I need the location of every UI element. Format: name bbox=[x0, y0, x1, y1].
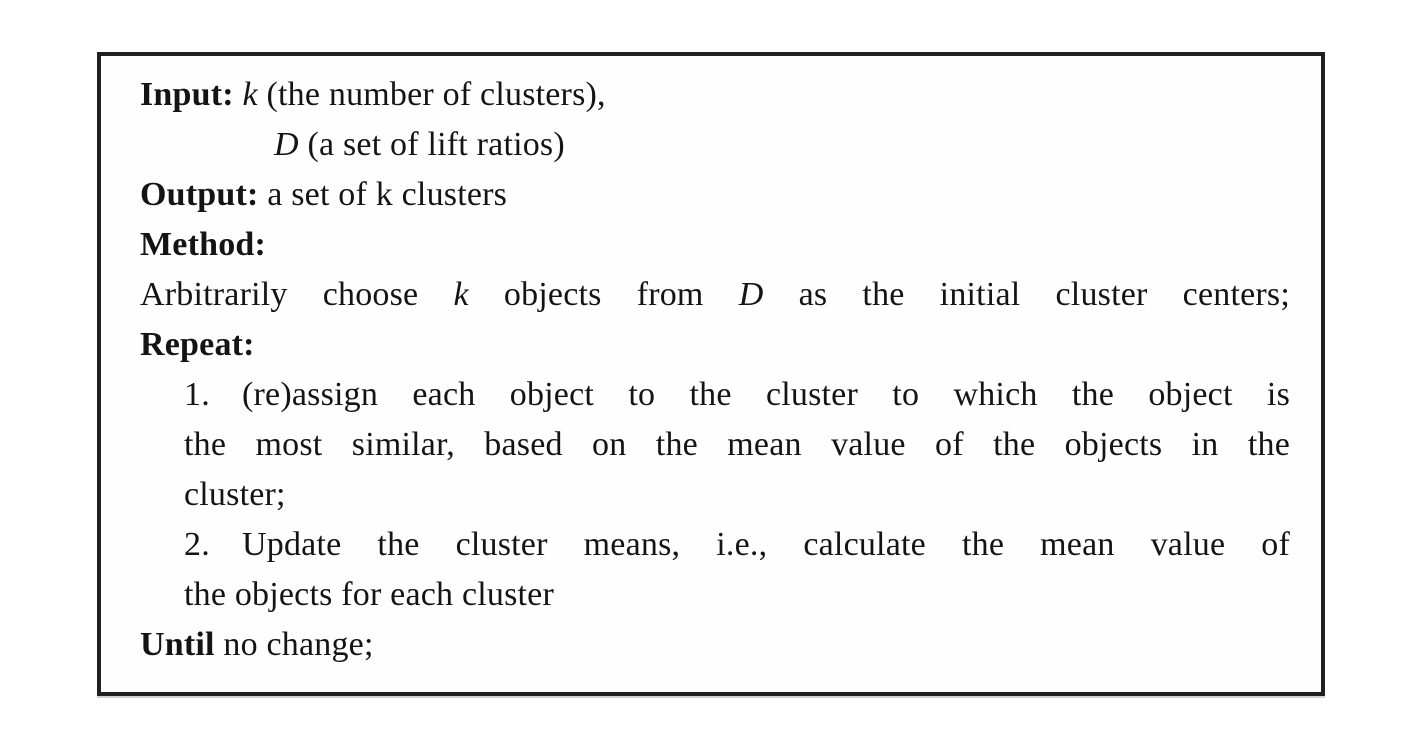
text-segment: the most similar, based on the mean value of the objects in the bbox=[184, 426, 1290, 463]
pseudocode-line bbox=[184, 520, 1290, 570]
text-segment: as the initial cluster centers; bbox=[763, 276, 1290, 313]
text-segment: no change; bbox=[214, 626, 374, 663]
text-segment: Repeat: bbox=[140, 326, 255, 363]
pseudocode-line bbox=[140, 270, 1290, 320]
pseudocode-figure-box bbox=[97, 52, 1325, 696]
text-segment: Input: bbox=[140, 76, 243, 113]
text-segment: Output: bbox=[140, 176, 268, 213]
text-segment: (a set of lift ratios) bbox=[298, 126, 565, 163]
text-segment: a set of k clusters bbox=[267, 176, 508, 213]
text-segment: D bbox=[274, 126, 299, 163]
text-segment: Arbitrarily choose bbox=[140, 276, 454, 313]
text-segment: (the number of clusters), bbox=[257, 76, 606, 113]
text-segment: D bbox=[738, 276, 764, 313]
pseudocode-line bbox=[140, 220, 1290, 270]
pseudocode-line bbox=[140, 620, 1290, 670]
pseudocode-line bbox=[184, 570, 1290, 620]
text-segment: cluster; bbox=[184, 476, 286, 513]
text-segment: k bbox=[453, 276, 469, 313]
text-segment: the objects for each cluster bbox=[184, 576, 554, 613]
text-segment: (re)assign each object to the cluster to which the object is bbox=[242, 376, 1290, 413]
list-number: 1. bbox=[184, 376, 210, 413]
text-segment: Update the cluster means, i.e., calculate the mean value of bbox=[242, 526, 1290, 563]
text-segment: Method: bbox=[140, 226, 267, 263]
pseudocode-lines bbox=[140, 70, 1290, 670]
text-segment: Until bbox=[140, 626, 215, 663]
pseudocode-line bbox=[184, 370, 1290, 420]
pseudocode-line bbox=[140, 320, 1290, 370]
list-number: 2. bbox=[184, 526, 210, 563]
pseudocode-line bbox=[140, 70, 1290, 120]
text-segment: k bbox=[242, 76, 258, 113]
pseudocode-line bbox=[140, 170, 1290, 220]
text-segment: objects from bbox=[468, 276, 739, 313]
pseudocode-line bbox=[184, 420, 1290, 470]
pseudocode-line bbox=[274, 120, 1290, 170]
pseudocode-line bbox=[184, 470, 1290, 520]
